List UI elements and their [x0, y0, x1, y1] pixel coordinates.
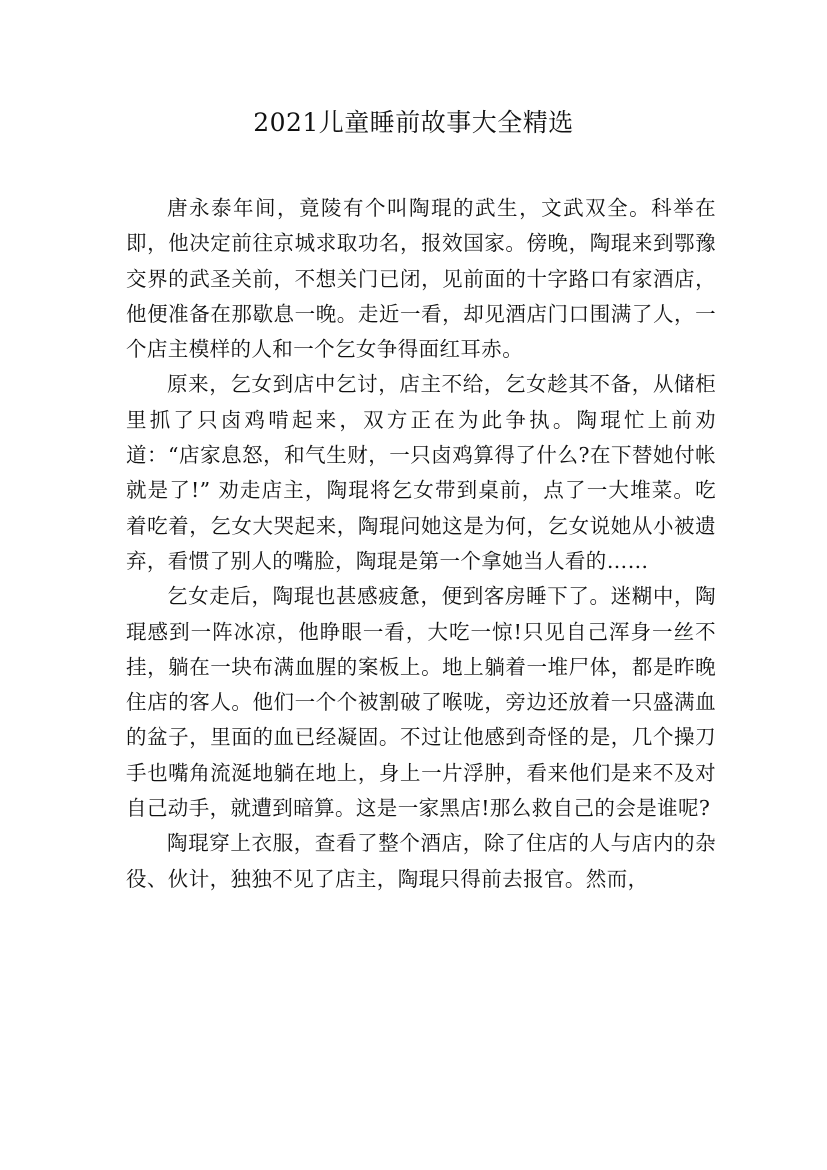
- paragraph-1: 唐永泰年间，竟陵有个叫陶琨的武生，文武双全。科举在即，他决定前往京城求取功名，报效国家。傍晚，陶琨来到鄂豫交界的武圣关前，不想关门已闭，见前面的十字路口有家酒店，他便准备在那歇息一晚。走近一看，却见酒店门口围满了人，一个店主模样的人和一个乞女争得面红耳赤。: [126, 196, 716, 362]
- paragraph-4: 陶琨穿上衣服，查看了整个酒店，除了住店的人与店内的杂役、伙计，独独不见了店主，陶琨只得前去报官。然而，: [126, 831, 716, 891]
- paragraph-2: 原来，乞女到店中乞讨，店主不给，乞女趁其不备，从储柜里抓了只卤鸡啃起来，双方正在为此争执。陶琨忙上前劝道：“店家息怒，和气生财，一只卤鸡算得了什么?在下替她付帐就是了!” 劝走店主，陶琨将乞女带到桌前，点了一大堆菜。吃着吃着，乞女大哭起来，陶琨问她这是为何，乞女说她从小被遗弃，看惯了别人的嘴脸，陶琨是第一个拿她当人看的……: [126, 372, 716, 573]
- document-title: 2021儿童睡前故事大全精选: [253, 108, 574, 137]
- document-body: [126, 191, 716, 897]
- paragraph-3: 乞女走后，陶琨也甚感疲惫，便到客房睡下了。迷糊中，陶琨感到一阵冰凉，他睁眼一看，大吃一惊!只见自己浑身一丝不挂，躺在一块布满血腥的案板上。地上躺着一堆尸体，都是昨晚住店的客人。他们一个个被割破了喉咙，旁边还放着一只盛满血的盆子，里面的血已经凝固。不过让他感到奇怪的是，几个操刀手也嘴角流涎地躺在地上，身上一片浮肿，看来他们是来不及对自己动手，就遭到暗算。这是一家黑店!那么救自己的会是谁呢?: [126, 584, 716, 821]
